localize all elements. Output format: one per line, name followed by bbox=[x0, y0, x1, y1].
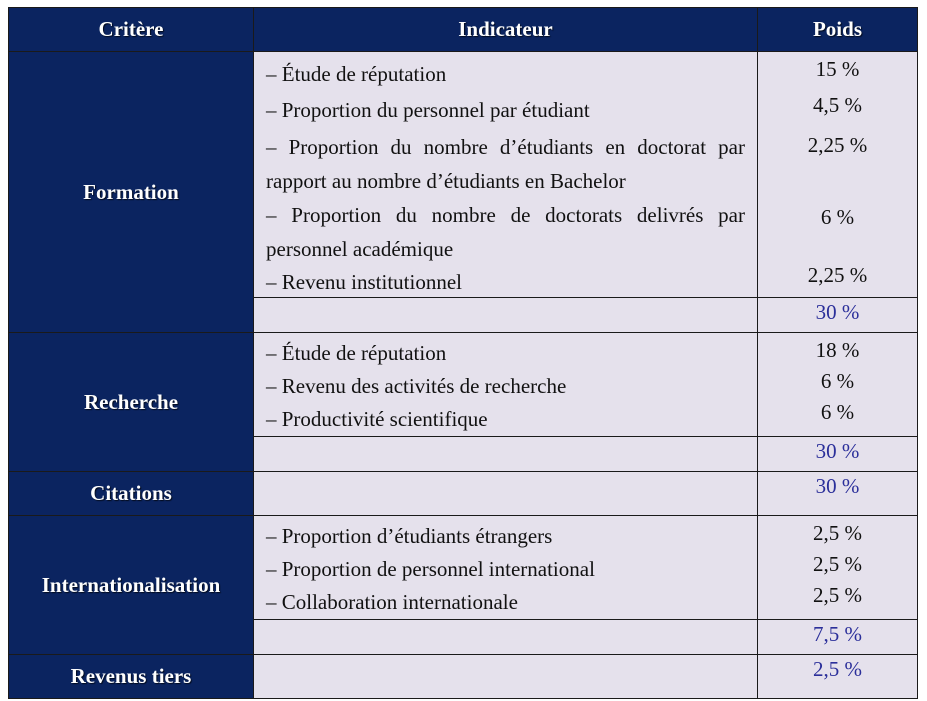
criterion-citations: Citations bbox=[9, 472, 254, 516]
weight-value: 2,5 % bbox=[813, 521, 862, 545]
weight-value: 18 % bbox=[815, 338, 860, 362]
header-poids: Poids bbox=[758, 8, 918, 52]
indicator-item: – Proportion du nombre de doctorats delivrés par personnel académique bbox=[266, 203, 745, 261]
citations-total: 30 % bbox=[758, 472, 918, 516]
recherche-indicators-row bbox=[9, 333, 918, 437]
recherche-total: 30 % bbox=[758, 437, 918, 472]
weight-value: 2,5 % bbox=[813, 552, 862, 576]
formation-indicators bbox=[254, 52, 758, 298]
empty-cell bbox=[254, 620, 758, 655]
internationalisation-weights bbox=[758, 516, 918, 620]
weight-value: 6 % bbox=[820, 400, 855, 424]
empty-cell bbox=[254, 655, 758, 699]
indicator-item: – Revenu des activités de recherche bbox=[266, 374, 567, 398]
criterion-recherche: Recherche bbox=[9, 333, 254, 472]
ranking-criteria-table bbox=[8, 7, 918, 699]
indicator-item: – Proportion de personnel international bbox=[266, 557, 595, 581]
indicator-item: – Productivité scientifique bbox=[266, 407, 488, 431]
header-critere: Critère bbox=[9, 8, 254, 52]
indicator-item: – Étude de réputation bbox=[266, 62, 447, 86]
indicator-item: – Étude de réputation bbox=[266, 341, 447, 365]
internationalisation-total: 7,5 % bbox=[758, 620, 918, 655]
indicator-item: – Revenu institutionnel bbox=[266, 270, 462, 294]
indicator-item: – Proportion du nombre d’étudiants en doctorat par rapport au nombre d’étudiants en Bachelor bbox=[266, 135, 745, 193]
formation-total: 30 % bbox=[758, 298, 918, 333]
citations-row bbox=[9, 472, 918, 516]
formation-indicators-row bbox=[9, 52, 918, 298]
criterion-internationalisation: Internationalisation bbox=[9, 516, 254, 655]
weight-value: 6 % bbox=[820, 369, 855, 393]
empty-cell bbox=[254, 298, 758, 333]
recherche-indicators bbox=[254, 333, 758, 437]
indicator-item: – Collaboration internationale bbox=[266, 590, 518, 614]
revenus-row bbox=[9, 655, 918, 699]
empty-cell bbox=[254, 437, 758, 472]
weight-value: 2,25 % bbox=[807, 263, 868, 287]
header-row bbox=[9, 8, 918, 52]
criterion-formation: Formation bbox=[9, 52, 254, 333]
weight-value: 2,5 % bbox=[813, 583, 862, 607]
criterion-revenus-tiers: Revenus tiers bbox=[9, 655, 254, 699]
empty-cell bbox=[254, 472, 758, 516]
internationalisation-indicators-row bbox=[9, 516, 918, 620]
recherche-weights bbox=[758, 333, 918, 437]
weight-value: 4,5 % bbox=[813, 93, 862, 117]
weight-value: 2,25 % bbox=[807, 133, 868, 157]
internationalisation-indicators bbox=[254, 516, 758, 620]
indicator-item: – Proportion d’étudiants étrangers bbox=[266, 524, 553, 548]
header-indicateur: Indicateur bbox=[254, 8, 758, 52]
weight-value: 15 % bbox=[815, 57, 860, 81]
formation-weights bbox=[758, 52, 918, 298]
weight-value: 6 % bbox=[820, 205, 855, 229]
revenus-total: 2,5 % bbox=[758, 655, 918, 699]
indicator-item: – Proportion du personnel par étudiant bbox=[266, 98, 590, 122]
